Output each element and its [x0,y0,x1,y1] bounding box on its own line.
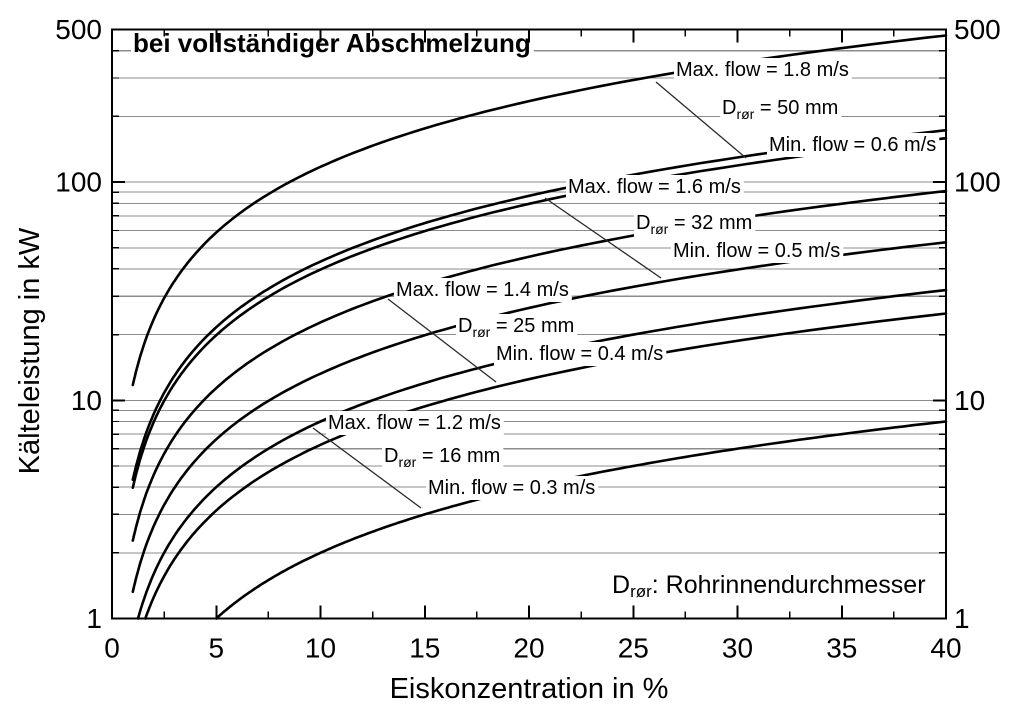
y-tick-label-left-500: 500 [55,14,102,46]
chart-title: bei vollständiger Abschmelzung [133,28,531,58]
y-tick-label-right-10: 10 [954,384,986,416]
y-tick-label-right-500: 500 [954,14,1001,46]
x-axis-title: Eiskonzentration in % [389,673,669,705]
label-min-flow-d25: Min. flow = 0.4 m/s [496,343,664,365]
label-diameter-d32: $D_{rør} = 32$ mm [636,212,753,237]
x-tick-label-30: 30 [721,632,754,664]
label-max-flow-d25: Max. flow = 1.4 m/s [396,279,569,301]
label-min-flow-d16: Min. flow = 0.3 m/s [428,477,596,499]
label-max-flow-d50: Max. flow = 1.8 m/s [676,59,849,81]
y-tick-label-left-10: 10 [70,384,102,416]
label-diameter-d25: $D_{rør} = 25$ mm [458,315,575,340]
x-tick-label-0: 0 [104,632,120,664]
label-diameter-d50: $D_{rør} = 50$ mm [722,97,839,122]
y-tick-label-left-100: 100 [55,166,102,198]
x-tick-label-20: 20 [513,632,545,664]
label-max-flow-d32: Max. flow = 1.6 m/s [568,176,741,198]
y-axis-title: Kälteleistung in kW [14,227,46,475]
y-tick-label-right-100: 100 [954,166,1001,198]
label-max-flow-d16: Max. flow = 1.2 m/s [328,412,501,434]
x-tick-label-40: 40 [930,632,962,664]
y-tick-label-left-1: 1 [86,603,102,634]
y-tick-label-right-1: 1 [954,603,970,634]
label-diameter-d16: $D_{rør} = 16$ mm [384,445,501,470]
label-min-flow-d50: Min. flow = 0.6 m/s [769,134,937,156]
x-tick-label-15: 15 [409,632,441,664]
x-tick-label-10: 10 [304,632,337,664]
note-drør-rohrinnendurchmesser: $D_{rør}$: Rohrinnendurchmesser [612,571,926,601]
label-min-flow-d32: Min. flow = 0.5 m/s [673,240,841,262]
x-tick-label-25: 25 [617,632,649,664]
x-tick-label-5: 5 [208,632,225,664]
x-tick-label-35: 35 [826,632,858,664]
